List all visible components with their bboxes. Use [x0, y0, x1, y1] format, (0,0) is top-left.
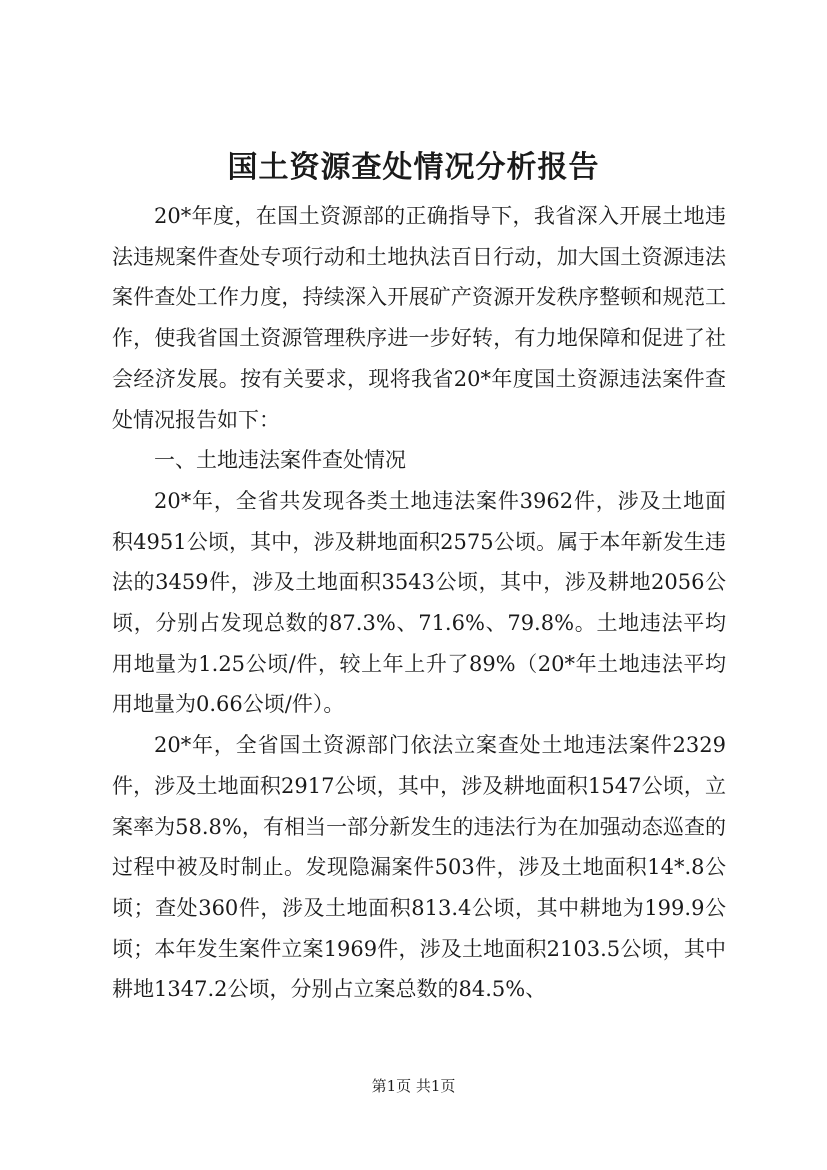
paragraph-intro: 20*年度，在国土资源部的正确指导下，我省深入开展土地违法违规案件查处专项行动和土地执法百日行动，加大国土资源违法案件查处工作力度，持续深入开展矿产资源开发秩序整顿和规范工作，使我省国土资源管理秩序进一步好转，有力地保障和促进了社会经济发展。按有关要求，现将我省20*年度国土资源违法案件查处情况报告如下：	[112, 204, 726, 432]
page-title: 国土资源查处情况分析报告	[227, 150, 600, 185]
document-body	[112, 196, 726, 1010]
paragraph-filed-cases: 20*年，全省国土资源部门依法立案查处土地违法案件2329件，涉及土地面积2917公顷，其中，涉及耕地面积1547公顷，立案率为58.8%，有相当一部分新发生的违法行为在加强动态巡查的过程中被及时制止。发现隐漏案件503件，涉及土地面积14*.8公顷；查处360件，涉及土地面积813.4公顷，其中耕地为199.9公顷；本年发生案件立案1969件，涉及土地面积2103.5公顷，其中耕地1347.2公顷，分别占立案总数的84.5%、	[112, 733, 726, 1002]
section-heading-land-violation: 一、土地违法案件查处情况	[154, 448, 406, 473]
page-footer: 第1页 共1页	[371, 1077, 456, 1095]
paragraph-discovered-cases: 20*年，全省共发现各类土地违法案件3962件，涉及土地面积4951公顷，其中，涉及耕地面积2575公顷。属于本年新发生违法的3459件，涉及土地面积3543公顷，其中，涉及耕地2056公顷，分别占发现总数的87.3%、71.6%、79.8%。土地违法平均用地量为1.25公顷/件，较上年上升了89%（20*年土地违法平均用地量为0.66公顷/件）。	[112, 488, 726, 717]
